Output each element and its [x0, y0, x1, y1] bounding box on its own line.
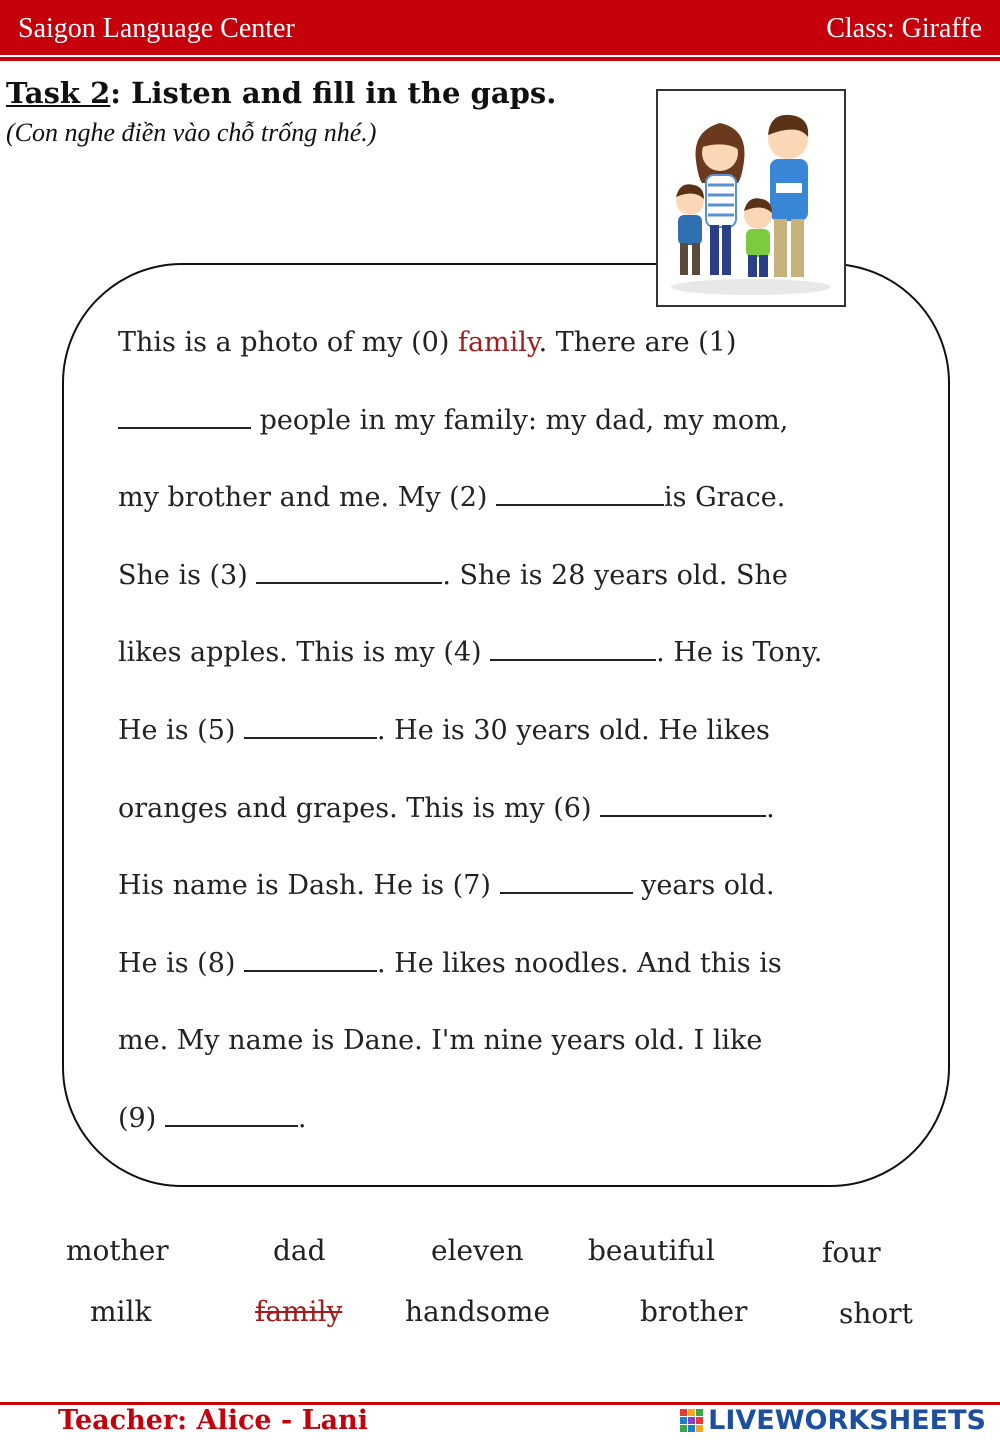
- passage-text: He is (8): [118, 947, 245, 979]
- passage-text: She is (3): [118, 559, 257, 591]
- gap-1[interactable]: [118, 405, 251, 429]
- passage-text: His name is Dash. He is (7): [118, 870, 500, 902]
- gap-5[interactable]: [244, 715, 377, 739]
- passage-line-3: [118, 459, 948, 537]
- passage-line-4: [118, 537, 948, 615]
- word-bank-item[interactable]: handsome: [405, 1295, 551, 1328]
- passage-text: (9): [118, 1102, 165, 1134]
- passage-text: .: [297, 1102, 307, 1134]
- gap-9[interactable]: [165, 1103, 298, 1127]
- passage-line-2: [118, 382, 948, 460]
- passage-text: my brother and me. My (2): [118, 482, 496, 514]
- passage-text: is Grace.: [664, 482, 786, 514]
- passage-line-8: [118, 847, 948, 925]
- class-label: Class: Giraffe: [826, 13, 982, 44]
- mom-age-value: 28: [551, 559, 586, 591]
- word-bank-item[interactable]: brother: [640, 1295, 748, 1328]
- passage-text: .: [766, 792, 775, 824]
- word-bank-item[interactable]: short: [839, 1297, 913, 1330]
- passage-text: years old. He likes: [507, 714, 770, 746]
- word-bank-item[interactable]: milk: [90, 1295, 152, 1328]
- gap-4[interactable]: [490, 637, 656, 661]
- passage: [118, 304, 948, 1158]
- dad-age-value: 30: [473, 714, 508, 746]
- passage-text: . There are (1): [538, 327, 737, 358]
- liveworksheets-text: LIVEWORKSHEETS: [708, 1405, 986, 1436]
- example-answer: family: [457, 327, 539, 358]
- passage-text: years old.: [632, 870, 775, 902]
- word-bank-item[interactable]: dad: [273, 1234, 326, 1267]
- passage-line-1: [118, 304, 948, 382]
- gap-2[interactable]: [496, 482, 664, 506]
- family-photo: [656, 89, 846, 307]
- passage-text: He is (5): [118, 714, 245, 746]
- family-illustration: [658, 91, 844, 305]
- passage-line-11: [118, 1080, 948, 1158]
- passage-text: . He is: [377, 714, 474, 746]
- passage-line-6: [118, 692, 948, 770]
- passage-text: likes apples. This is my (4): [118, 637, 491, 669]
- gap-6[interactable]: [600, 793, 766, 817]
- header-divider: [0, 57, 1000, 61]
- passage-line-5: [118, 614, 948, 692]
- teacher-credit: Teacher: Alice - Lani: [58, 1405, 368, 1436]
- passage-text: oranges and grapes. This is my (6): [118, 792, 601, 824]
- task-instruction: : Listen and fill in the gaps.: [110, 76, 557, 110]
- word-bank-item[interactable]: eleven: [431, 1234, 524, 1267]
- task-number: Task 2: [6, 76, 111, 110]
- word-bank-item[interactable]: four: [822, 1236, 881, 1269]
- school-name: Saigon Language Center: [18, 13, 295, 44]
- task-title: [6, 76, 556, 110]
- gap-3[interactable]: [256, 560, 442, 584]
- liveworksheets-logo[interactable]: [680, 1405, 986, 1436]
- gap-7[interactable]: [500, 870, 633, 894]
- word-bank-item[interactable]: mother: [66, 1234, 169, 1267]
- passage-text: . She is: [442, 559, 552, 591]
- passage-text: . He likes noodles. And this is: [377, 947, 782, 979]
- word-bank-item[interactable]: beautiful: [588, 1234, 715, 1267]
- passage-line-7: [118, 770, 948, 848]
- passage-text: . He is Tony.: [656, 637, 823, 669]
- gap-8[interactable]: [244, 948, 377, 972]
- passage-text: people in my family: my dad, my mom,: [251, 404, 789, 436]
- word-bank-item-used[interactable]: family: [255, 1295, 343, 1328]
- passage-text: This is a photo of my (0): [118, 327, 458, 358]
- passage-text: years old. She: [585, 559, 788, 591]
- liveworksheets-icon: [680, 1409, 704, 1433]
- passage-line-10: me. My name is Dane. I'm nine years old. I like: [118, 1025, 763, 1057]
- task-subtitle: (Con nghe điền vào chỗ trống nhé.): [6, 118, 377, 147]
- passage-line-9: [118, 925, 948, 1003]
